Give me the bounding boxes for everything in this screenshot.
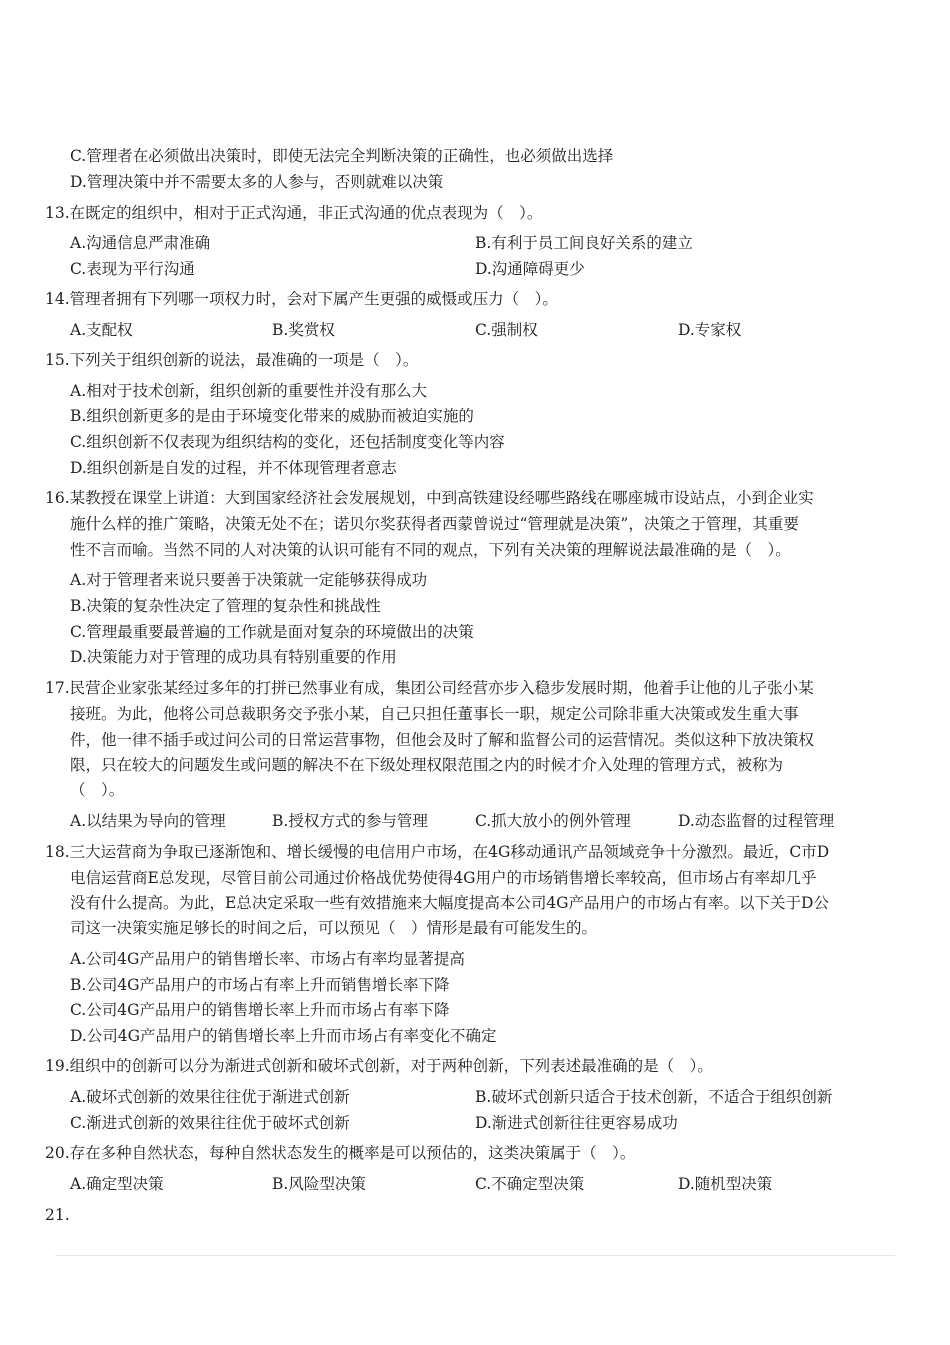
q17-stem-line2: 接班。为此，他将公司总裁职务交予张小某，自己只担任董事长一职，规定公司除非重大决策或发生重大事 [70,705,799,723]
q14-option-c: C.强制权 [475,321,538,339]
q15-stem: 15.下列关于组织创新的说法，最准确的一项是（ ）。 [45,351,419,369]
q18-option-a: A.公司4G产品用户的销售增长率、市场占有率均显著提高 [70,950,465,968]
footer-divider [55,1255,895,1256]
q16-option-d: D.决策能力对于管理的成功具有特别重要的作用 [70,648,397,666]
q18-option-c: C.公司4G产品用户的销售增长率上升而市场占有率下降 [70,1001,450,1019]
q19-stem: 19.组织中的创新可以分为渐进式创新和破坏式创新，对于两种创新，下列表述最准确的是（ ）。 [45,1057,713,1075]
q18-stem-line4: 司这一决策实施足够长的时间之后，可以预见（ ）情形是最有可能发生的。 [70,919,598,937]
q13-stem: 13.在既定的组织中，相对于正式沟通，非正式沟通的优点表现为（ ）。 [45,204,543,222]
q20-option-b: B.风险型决策 [272,1175,366,1193]
q19-option-a: A.破坏式创新的效果往往优于渐进式创新 [70,1088,350,1106]
q19-option-b: B.破坏式创新只适合于技术创新，不适合于组织创新 [475,1088,833,1106]
q20-option-c: C.不确定型决策 [475,1175,585,1193]
q13-option-d: D.沟通障碍更少 [475,260,585,278]
q17-stem-line4: 限，只在较大的问题发生或问题的解决不在下级处理权限范围之内的时候才介入处理的管理方式，被称为 [70,756,784,774]
q15-option-a: A.相对于技术创新，组织创新的重要性并没有那么大 [70,382,428,400]
q14-option-b: B.奖赏权 [272,321,335,339]
q15-option-d: D.组织创新是自发的过程，并不体现管理者意志 [70,459,397,477]
q14-option-d: D.专家权 [678,321,742,339]
q18-stem-line3: 没有什么提高。为此，E总决定采取一些有效措施来大幅度提高本公司4G产品用户的市场占有率。以下关于D公 [70,894,829,912]
q12-option-d: D.管理决策中并不需要太多的人参与，否则就难以决策 [70,173,444,191]
q16-option-c: C.管理最重要最普遍的工作就是面对复杂的环境做出的决策 [70,623,474,641]
q17-option-c: C.抓大放小的例外管理 [475,812,631,830]
q16-option-b: B.决策的复杂性决定了管理的复杂性和挑战性 [70,597,381,615]
q17-option-a: A.以结果为导向的管理 [70,812,226,830]
q16-stem-line3: 性不言而喻。当然不同的人对决策的认识可能有不同的观点，下列有关决策的理解说法最准确的是（ ）。 [70,541,791,559]
q17-stem-line3: 件，他一律不插手或过问公司的日常运营事物，但他会及时了解和监督公司的运营情况。类似这种下放决策权 [70,731,815,749]
q13-option-b: B.有利于员工间良好关系的建立 [475,234,693,252]
q18-stem-line2: 电信运营商E总发现，尽管目前公司通过价格战优势使得4G用户的市场销售增长率较高，但市场占有率却几乎 [70,869,817,887]
q17-stem-line5: （ ）。 [70,781,125,799]
q17-option-d: D.动态监督的过程管理 [678,812,835,830]
q17-option-b: B.授权方式的参与管理 [272,812,428,830]
q16-option-a: A.对于管理者来说只要善于决策就一定能够获得成功 [70,571,428,589]
q20-stem: 20.存在多种自然状态，每种自然状态发生的概率是可以预估的，这类决策属于（ ）。 [45,1144,636,1162]
q18-option-d: D.公司4G产品用户的销售增长率上升而市场占有率变化不确定 [70,1027,497,1045]
q19-option-d: D.渐进式创新往往更容易成功 [475,1114,678,1132]
q16-stem-line2: 施什么样的推广策略，决策无处不在；诺贝尔奖获得者西蒙曾说过“管理就是决策”，决策之于管理，其重要 [70,515,799,533]
q21-stem: 21. [45,1206,70,1224]
q15-option-c: C.组织创新不仅表现为组织结构的变化，还包括制度变化等内容 [70,433,505,451]
q18-stem-line1: 18.三大运营商为争取已逐渐饱和、增长缓慢的电信用户市场，在4G移动通讯产品领域竞争十分激烈。最近，C市D [45,843,830,861]
q19-option-c: C.渐进式创新的效果往往优于破坏式创新 [70,1114,350,1132]
q13-option-c: C.表现为平行沟通 [70,260,195,278]
q20-option-d: D.随机型决策 [678,1175,773,1193]
q18-option-b: B.公司4G产品用户的市场占有率上升而销售增长率下降 [70,976,450,994]
q14-option-a: A.支配权 [70,321,133,339]
q16-stem-line1: 16.某教授在课堂上讲道：大到国家经济社会发展规划，中到高铁建设经哪些路线在哪座城市设站点，小到企业实 [45,489,814,507]
q20-option-a: A.确定型决策 [70,1175,164,1193]
q15-option-b: B.组织创新更多的是由于环境变化带来的威胁而被迫实施的 [70,407,474,425]
q12-option-c: C.管理者在必须做出决策时，即使无法完全判断决策的正确性，也必须做出选择 [70,147,614,165]
q14-stem: 14.管理者拥有下列哪一项权力时，会对下属产生更强的威慑或压力（ ）。 [45,290,558,308]
q13-option-a: A.沟通信息严肃准确 [70,234,211,252]
q17-stem-line1: 17.民营企业家张某经过多年的打拼已然事业有成，集团公司经营亦步入稳步发展时期，他着手让他的儿子张小某 [45,679,814,697]
